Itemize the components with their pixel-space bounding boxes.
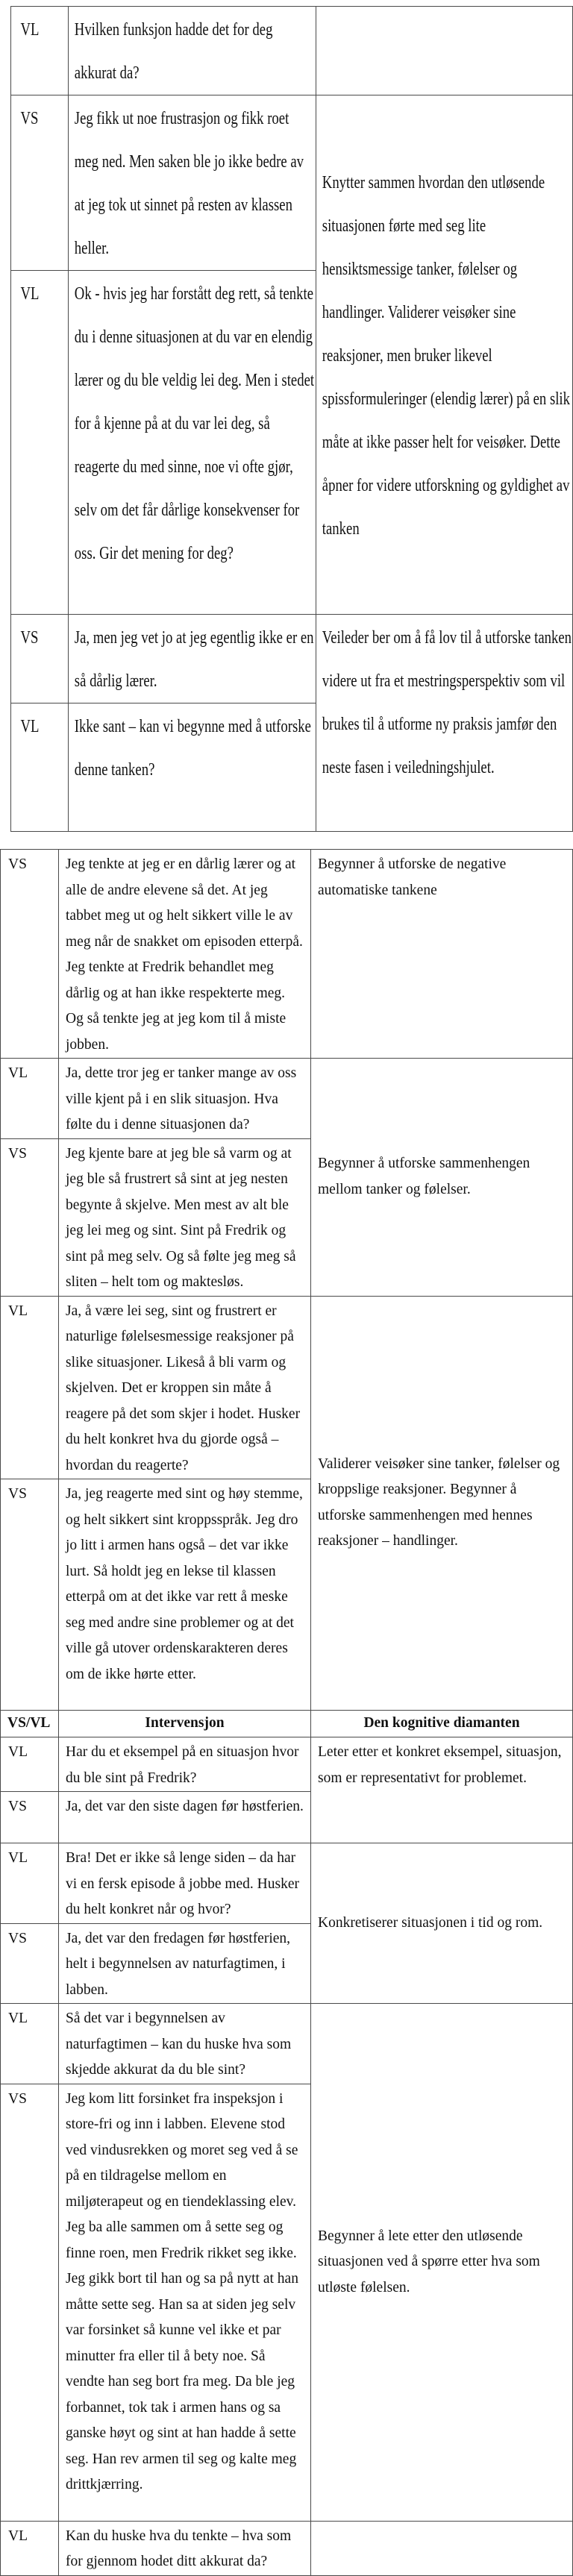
- speaker-cell: VL: [1, 1737, 59, 1792]
- table-row: [1, 1059, 573, 1139]
- speaker-cell: VS: [1, 2084, 59, 2521]
- table-row: [1, 1737, 573, 1792]
- speaker-cell: VL: [11, 7, 69, 95]
- speaker-cell: VL: [1, 2521, 59, 2575]
- table-row: [11, 95, 573, 271]
- comment-cell: Veileder ber om å få lov til å utforske tanken videre ut fra et mestringsperspektiv som vil brukes til å utforme ny praksis jamfør den neste fasen i veiledningshjulet.: [316, 615, 573, 832]
- utterance-cell: Jeg tenkte at jeg er en dårlig lærer og at alle de andre elevene så det. At jeg tabbet meg ut og helt sikkert ville le av meg når de snakket om episoden etterpå. Jeg tenkte at Fredrik behandlet meg dårlig og at han ikke respekterte meg. Og så tenkte jeg at jeg kom til å miste jobben.: [59, 850, 311, 1059]
- speaker-cell: VL: [1, 1296, 59, 1479]
- table-row: [1, 2004, 573, 2084]
- table-header-row: [1, 1711, 573, 1737]
- table-row: [1, 1843, 573, 1924]
- utterance-cell: Hvilken funksjon hadde det for deg akkurat da?: [69, 7, 316, 95]
- comment-cell: Begynner å lete etter den utløsende situasjonen ved å spørre etter hva som utløste følelsen.: [311, 2004, 573, 2522]
- dialogue-table: [0, 849, 573, 2576]
- speaker-cell: VL: [1, 2004, 59, 2084]
- utterance-cell: Så det var i begynnelsen av naturfagtimen – kan du huske hva som skjedde akkurat da du ble sint?: [59, 2004, 311, 2084]
- utterance-cell: Ja, jeg reagerte med sint og høy stemme, og helt sikkert sint kroppsspråk. Jeg dro jo litt i armen hans også – det var ikke lurt. Så holdt jeg en lekse til klassen etterpå om at det ikke var rett å meske seg med andre sine problemer og at det ville gå utover ordenskarakteren deres om de ikke hørte etter.: [59, 1479, 311, 1711]
- comment-cell: Begynner å utforske sammenhengen mellom tanker og følelser.: [311, 1059, 573, 1297]
- utterance-cell: Ja, å være lei seg, sint og frustrert er naturlige følelsesmessige reaksjoner på slike situasjoner. Likeså å bli varm og skjelven. Det er kroppen sin måte å reagere på det som skjer i hodet. Husker du helt konkret hva du gjorde også – hvordan du reagerte?: [59, 1296, 311, 1479]
- speaker-cell: VL: [11, 271, 69, 615]
- comment-cell: Validerer veisøker sine tanker, følelser og kroppslige reaksjoner. Begynner å utforske sammenhengen med hennes reaksjoner – handlinger.: [311, 1296, 573, 1711]
- dialogue-table-continued: [10, 6, 573, 832]
- comment-cell: Konkretiserer situasjonen i tid og rom.: [311, 1843, 573, 2004]
- column-header-speaker: VS/VL: [1, 1711, 59, 1737]
- column-header-cognitive-diamond: Den kognitive diamanten: [311, 1711, 573, 1737]
- utterance-cell: Bra! Det er ikke så lenge siden – da har vi en fersk episode å jobbe med. Husker du helt konkret når og hvor?: [59, 1843, 311, 1924]
- speaker-cell: VS: [1, 1138, 59, 1296]
- comment-cell: Begynner å utforske de negative automatiske tankene: [311, 850, 573, 1059]
- column-header-intervention: Intervensjon: [59, 1711, 311, 1737]
- speaker-cell: VL: [1, 1843, 59, 1924]
- comment-cell-empty: [316, 7, 573, 95]
- speaker-cell: VS: [11, 615, 69, 703]
- utterance-cell: Har du et eksempel på en situasjon hvor du ble sint på Fredrik?: [59, 1737, 311, 1792]
- speaker-cell: VS: [1, 1792, 59, 1843]
- utterance-cell: Ja, men jeg vet jo at jeg egentlig ikke er en så dårlig lærer.: [69, 615, 316, 703]
- speaker-cell: VS: [1, 850, 59, 1059]
- speaker-cell: VS: [1, 1923, 59, 2004]
- utterance-cell: Ja, dette tror jeg er tanker mange av oss ville kjent på i en slik situasjon. Hva følte du i denne situasjonen da?: [59, 1059, 311, 1139]
- utterance-cell: Jeg fikk ut noe frustrasjon og fikk roet meg ned. Men saken ble jo ikke bedre av at jeg tok ut sinnet på resten av klassen heller.: [69, 95, 316, 271]
- utterance-cell: Kan du huske hva du tenkte – hva som for gjennom hodet ditt akkurat da?: [59, 2521, 311, 2575]
- speaker-cell: VL: [11, 703, 69, 832]
- table-row: [1, 850, 573, 1059]
- utterance-cell: Ok - hvis jeg har forstått deg rett, så tenkte du i denne situasjonen at du var en elendig lærer og du ble veldig lei deg. Men i stedet for å kjenne på at du var lei deg, så reagerte du med sinne, noe vi ofte gjør, selv om det får dårlige konsekvenser for oss. Gir det mening for deg?: [69, 271, 316, 615]
- speaker-cell: VS: [1, 1479, 59, 1711]
- comment-cell: Leter etter et konkret eksempel, situasjon, som er representativt for problemet.: [311, 1737, 573, 1843]
- utterance-cell: Ja, det var den fredagen før høstferien, helt i begynnelsen av naturfagtimen, i labben.: [59, 1923, 311, 2004]
- speaker-cell: VL: [1, 1059, 59, 1139]
- comment-cell-empty: [311, 2521, 573, 2575]
- utterance-cell: Ikke sant – kan vi begynne med å utforske denne tanken?: [69, 703, 316, 832]
- table-row: [1, 2521, 573, 2575]
- table-row: [1, 1296, 573, 1479]
- table-row: [11, 7, 573, 95]
- speaker-cell: VS: [11, 95, 69, 271]
- utterance-cell: Jeg kom litt forsinket fra inspeksjon i store-fri og inn i labben. Elevene stod ved vindusrekken og moret seg ved å se på en tildragelse mellom en miljøterapeut og en tiendeklassing elev. Jeg ba alle sammen om å sette seg og finne roen, men Fredrik rikket seg ikke. Jeg gikk bort til han og sa på nytt at han måtte sette seg. Han sa at siden jeg selv var forsinket så kunne vel ikke et par minutter fra eller til å bety noe. Så vendte han seg bort fra meg. Da ble jeg forbannet, tok tak i armen hans og sa ganske høyt og sint at han hadde å sette seg. Han rev armen til seg og kalte meg drittkjærring.: [59, 2084, 311, 2521]
- utterance-cell: Ja, det var den siste dagen før høstferien.: [59, 1792, 311, 1843]
- utterance-cell: Jeg kjente bare at jeg ble så varm og at jeg ble så frustrert så sint at jeg nesten begynte å skjelve. Men mest av alt ble jeg lei meg og sint. Sint på Fredrik og sint på meg selv. Og så følte jeg meg så sliten – helt tom og maktesløs.: [59, 1138, 311, 1296]
- table-row: [11, 615, 573, 703]
- comment-cell: Knytter sammen hvordan den utløsende situasjonen førte med seg lite hensiktsmessige tanker, følelser og handlinger. Validerer veisøker sine reaksjoner, men bruker likevel spissformuleringer (elendig lærer) på en slik måte at ikke passer helt for veisøker. Dette åpner for videre utforskning og gyldighet av tanken: [316, 95, 573, 615]
